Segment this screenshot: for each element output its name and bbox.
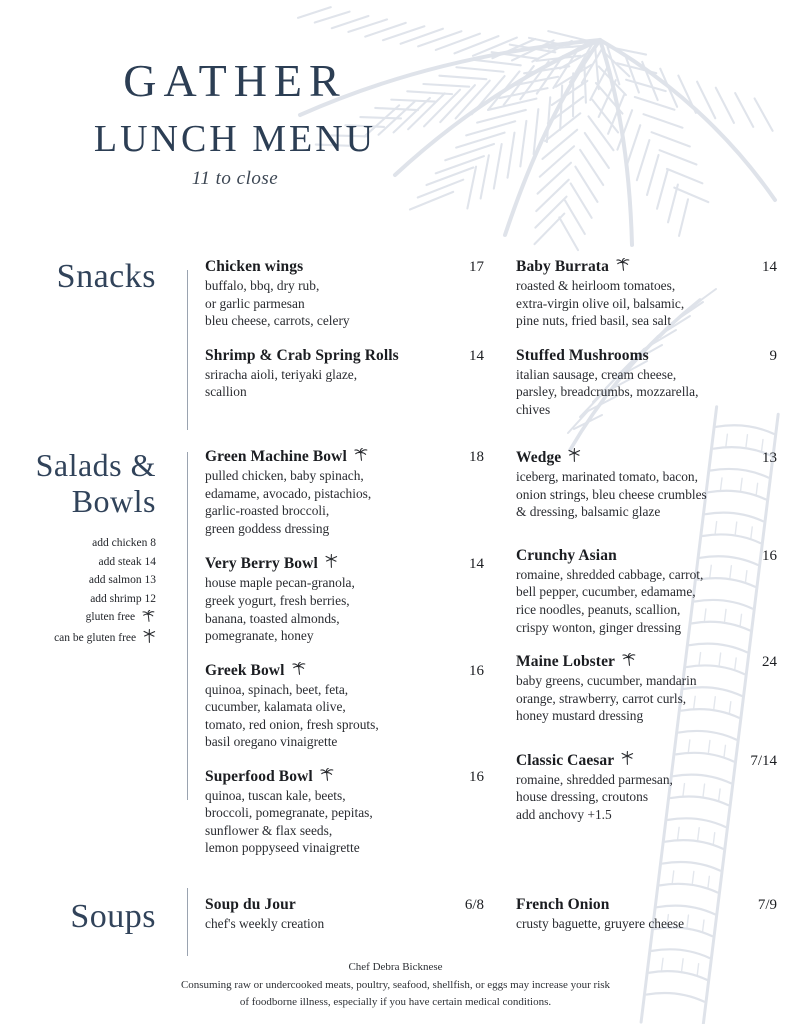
desc-line: lemon poppyseed vinaigrette bbox=[205, 840, 360, 856]
desc-line: house dressing, croutons bbox=[516, 789, 649, 805]
desc-line: sunflower & flax seeds, bbox=[205, 822, 333, 838]
menu-sections bbox=[0, 258, 791, 936]
service-hours: 11 to close bbox=[191, 168, 279, 189]
menu-item-description bbox=[516, 366, 777, 419]
menu-item-price: 7/14 bbox=[750, 752, 777, 769]
section-heading: Soups bbox=[70, 898, 156, 936]
menu-footer bbox=[0, 959, 791, 1011]
desc-line: quinoa, tuscan kale, beets, bbox=[205, 787, 346, 803]
menu-item-name: Very Berry Bowl bbox=[205, 555, 318, 573]
menu-item bbox=[516, 258, 777, 330]
palm-frond-icon bbox=[616, 258, 631, 276]
page-title: LUNCH MENU bbox=[93, 118, 377, 160]
menu-item-name: Green Machine Bowl bbox=[205, 448, 347, 466]
addon-row: add salmon 13 bbox=[88, 574, 156, 587]
desc-line: banana, toasted almonds, bbox=[205, 610, 340, 626]
menu-item-header bbox=[516, 448, 777, 467]
desc-line: scallion bbox=[205, 384, 247, 400]
palm-frond-icon bbox=[354, 448, 369, 466]
menu-item-price: 14 bbox=[469, 347, 484, 364]
salads-column-right bbox=[498, 448, 791, 874]
section-heading: Snacks bbox=[56, 258, 156, 295]
section-soups bbox=[0, 894, 791, 936]
soups-column-right bbox=[498, 896, 791, 933]
menu-item bbox=[205, 347, 484, 401]
menu-item-header bbox=[516, 347, 777, 365]
menu-item bbox=[205, 448, 484, 537]
restaurant-name: GATHER bbox=[123, 55, 347, 106]
desc-line: crispy wonton, ginger dressing bbox=[516, 619, 682, 635]
palm-tree-icon bbox=[621, 751, 634, 770]
desc-line: bleu cheese, carrots, celery bbox=[205, 313, 350, 329]
menu-item-header bbox=[205, 896, 484, 914]
palm-frond-icon bbox=[142, 610, 156, 629]
menu-item-header bbox=[205, 662, 484, 680]
menu-item-description bbox=[516, 468, 777, 521]
palm-frond-icon bbox=[292, 662, 307, 680]
desc-line: italian sausage, cream cheese, bbox=[516, 366, 677, 382]
addon-row: add steak 14 bbox=[98, 555, 156, 568]
menu-item bbox=[516, 751, 777, 824]
menu-item-price: 6/8 bbox=[464, 897, 484, 914]
desc-line: rice noodles, peanuts, scallion, bbox=[516, 602, 681, 618]
menu-item-name: Baby Burrata bbox=[516, 258, 609, 275]
menu-item-description bbox=[205, 277, 484, 330]
menu-item-description bbox=[205, 681, 484, 751]
desc-line: romaine, shredded cabbage, carrot, bbox=[516, 566, 704, 582]
menu-item bbox=[516, 448, 777, 521]
desc-line: pomegranate, honey bbox=[205, 628, 314, 644]
menu-item-header bbox=[516, 258, 777, 276]
menu-item bbox=[205, 896, 484, 933]
desc-line: & dressing, balsamic glaze bbox=[516, 504, 661, 520]
desc-line: basil oregano vinaigrette bbox=[205, 734, 338, 750]
menu-item-name: Soup du Jour bbox=[205, 896, 296, 914]
menu-item-price: 14 bbox=[762, 259, 777, 275]
menu-item-header bbox=[516, 547, 777, 565]
disclaimer-line: Consuming raw or undercooked meats, poultry, seafood, shellfish, or eggs may increase your risk bbox=[180, 979, 611, 991]
desc-line: roasted & heirloom tomatoes, bbox=[516, 278, 676, 293]
section-rail-salads bbox=[0, 448, 172, 649]
desc-line: buffalo, bbq, dry rub, bbox=[205, 278, 320, 293]
menu-item-header bbox=[205, 258, 484, 276]
desc-line: add anchovy +1.5 bbox=[516, 806, 612, 822]
desc-line: baby greens, cucumber, mandarin bbox=[516, 673, 697, 689]
snacks-items bbox=[172, 258, 791, 435]
menu-item-price: 16 bbox=[762, 547, 777, 564]
desc-line: parsley, breadcrumbs, mozzarella, bbox=[516, 384, 699, 400]
desc-line: onion strings, bleu cheese crumbles bbox=[516, 486, 707, 502]
menu-item bbox=[516, 653, 777, 725]
palm-tree-icon bbox=[568, 448, 581, 467]
legend-gluten-free bbox=[0, 608, 156, 629]
section-heading bbox=[0, 448, 156, 520]
desc-line: pulled chicken, baby spinach, bbox=[205, 468, 364, 484]
menu-item-description bbox=[516, 672, 777, 725]
menu-item-description bbox=[205, 467, 484, 537]
addons-legend bbox=[0, 534, 156, 650]
menu-item-price: 16 bbox=[469, 768, 484, 785]
menu-item-header bbox=[205, 448, 484, 466]
desc-line: extra-virgin olive oil, balsamic, bbox=[516, 295, 685, 311]
snacks-column-left bbox=[205, 258, 498, 435]
desc-line: honey mustard dressing bbox=[516, 708, 644, 724]
section-heading-line: Bowls bbox=[71, 483, 156, 520]
desc-line: sriracha aioli, teriyaki glaze, bbox=[205, 366, 358, 382]
desc-line: chef's weekly creation bbox=[205, 916, 325, 932]
menu-item bbox=[205, 258, 484, 330]
snacks-column-right bbox=[498, 258, 791, 435]
desc-line: bell pepper, cucumber, edamame, bbox=[516, 584, 696, 600]
desc-line: broccoli, pomegranate, pepitas, bbox=[205, 805, 373, 821]
menu-item-name: Stuffed Mushrooms bbox=[516, 346, 649, 364]
desc-line: romaine, shredded parmesan, bbox=[516, 771, 673, 787]
menu-item-name: Crunchy Asian bbox=[516, 546, 617, 564]
chef-credit: Chef Debra Bicknese bbox=[348, 960, 443, 973]
menu-item-description bbox=[516, 566, 777, 636]
menu-item-description bbox=[516, 771, 777, 824]
section-salads-and-bowls bbox=[0, 448, 791, 874]
legend-label: gluten free bbox=[85, 611, 136, 624]
addon-row: add chicken 8 bbox=[92, 536, 156, 549]
menu-item-header bbox=[516, 653, 777, 671]
menu-item-name: Shrimp & Crab Spring Rolls bbox=[205, 346, 399, 364]
section-divider bbox=[187, 270, 188, 430]
salads-column-left bbox=[205, 448, 498, 874]
menu-item-header bbox=[516, 751, 777, 770]
palm-frond-icon bbox=[320, 768, 335, 786]
desc-line: tomato, red onion, fresh sprouts, bbox=[205, 716, 379, 732]
desc-line: orange, strawberry, carrot curls, bbox=[516, 690, 687, 706]
menu-item-description bbox=[516, 915, 777, 933]
menu-item-price: 18 bbox=[469, 449, 484, 466]
menu-item bbox=[516, 896, 777, 933]
menu-item-price: 9 bbox=[769, 347, 777, 364]
desc-line: house maple pecan-granola, bbox=[205, 575, 355, 591]
menu-item-price: 16 bbox=[469, 662, 484, 679]
palm-tree-icon bbox=[325, 554, 338, 573]
desc-line: cucumber, kalamata olive, bbox=[205, 699, 346, 715]
addon-row: add shrimp 12 bbox=[90, 592, 156, 605]
menu-item bbox=[205, 662, 484, 751]
menu-item-price: 24 bbox=[762, 654, 777, 671]
desc-line: greek yogurt, fresh berries, bbox=[205, 593, 350, 609]
menu-item bbox=[205, 554, 484, 644]
soups-items bbox=[172, 894, 791, 933]
desc-line: garlic-roasted broccoli, bbox=[205, 503, 330, 519]
desc-line: iceberg, marinated tomato, bacon, bbox=[516, 469, 698, 485]
salads-items bbox=[172, 448, 791, 874]
menu-item-price: 17 bbox=[469, 259, 484, 275]
legend-label: can be gluten free bbox=[54, 632, 137, 645]
desc-line: crusty baguette, gruyere cheese bbox=[516, 916, 685, 932]
desc-line: green goddess dressing bbox=[205, 520, 330, 536]
menu-item-name: Classic Caesar bbox=[516, 751, 615, 769]
desc-line: edamame, avocado, pistachios, bbox=[205, 485, 372, 501]
section-divider bbox=[187, 888, 188, 956]
menu-item bbox=[516, 347, 777, 419]
menu-item-name: Superfood Bowl bbox=[205, 767, 313, 785]
menu-item-price: 14 bbox=[469, 556, 484, 573]
desc-line: chives bbox=[516, 401, 551, 417]
section-rail-snacks bbox=[0, 258, 172, 296]
menu-item-description bbox=[205, 915, 484, 933]
section-heading-line: Salads & bbox=[35, 447, 156, 484]
legend-can-be-gluten-free bbox=[0, 629, 156, 650]
menu-item-description bbox=[205, 787, 484, 857]
menu-item-price: 7/9 bbox=[757, 897, 777, 914]
soups-column-left bbox=[205, 896, 498, 933]
menu-item-header bbox=[205, 347, 484, 365]
menu-item-price: 13 bbox=[762, 450, 777, 467]
desc-line: quinoa, spinach, beet, feta, bbox=[205, 681, 349, 697]
menu-item-description bbox=[205, 366, 484, 401]
menu-item-header bbox=[205, 768, 484, 786]
section-snacks bbox=[0, 258, 791, 435]
menu-item-name: Chicken wings bbox=[205, 258, 304, 275]
desc-line: pine nuts, fried basil, sea salt bbox=[516, 313, 672, 329]
menu-item-header bbox=[205, 554, 484, 573]
desc-line: or garlic parmesan bbox=[205, 295, 305, 311]
menu-item-description bbox=[205, 574, 484, 644]
menu-item bbox=[516, 547, 777, 636]
menu-item-name: Maine Lobster bbox=[516, 653, 616, 671]
disclaimer-line: of foodborne illness, especially if you have certain medical conditions. bbox=[239, 995, 552, 1008]
menu-item bbox=[205, 768, 484, 857]
menu-item-name: Greek Bowl bbox=[205, 661, 285, 679]
palm-tree-icon bbox=[143, 629, 156, 650]
menu-item-description bbox=[516, 277, 777, 330]
menu-item-header bbox=[516, 896, 777, 914]
menu-item-name: French Onion bbox=[516, 896, 610, 914]
menu-item-name: Wedge bbox=[516, 449, 562, 467]
section-divider bbox=[187, 452, 188, 800]
menu-header bbox=[0, 55, 470, 190]
section-rail-soups bbox=[0, 894, 172, 936]
palm-frond-icon bbox=[622, 653, 637, 671]
